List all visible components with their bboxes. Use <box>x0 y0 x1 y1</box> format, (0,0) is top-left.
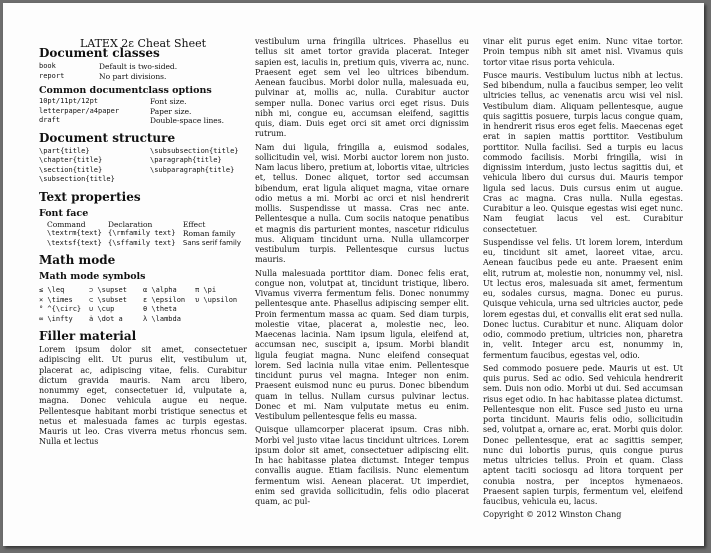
symbol: ⊂ \subset <box>89 295 127 304</box>
subsection-heading: Font face <box>39 207 89 219</box>
document-page <box>3 3 704 546</box>
body-paragraph: Quisque ullamcorper placerat ipsum. Cras nibh. Morbi vel justo vitae lacus tincidunt ultrices. Lorem ipsum dolor sit amet, consectetuer adipiscing elit. In hac habitasse platea dictumst. Integer tempus convallis augue. Etiam facilisis. Nunc elementum fermentum wisi. Aenean placerat. Ut imperdiet, enim sed gravida sollicitudin, felis odio placerat quam, ac pul- <box>255 425 469 506</box>
desc: Paper size. <box>150 106 192 116</box>
desc: Font size. <box>150 97 187 106</box>
body-paragraph: Nam dui ligula, fringilla a, euismod sodales, sollicitudin vel, wisi. Morbi auctor lorem non justo. Nam lacus libero, pretium at, lobortis vitae, ultricies et, tellus. Donec aliquet, tortor sed accumsan bibendum, erat ligula aliquet magna, vitae ornare odio metus a mi. Morbi ac orci et nisl hendrerit mollis. Suspendisse ut massa. Cras nec ante. Pellentesque a nulla. Cum sociis natoque penatibus et magnis dis parturient montes, nascetur ridiculus mus. Aliquam tincidunt urna. Nulla ullamcorper vestibulum turpis. Pellentesque cursus luctus mauris. <box>255 142 469 265</box>
code: {\sffamily text} <box>107 238 176 247</box>
font-face-table <box>39 220 247 249</box>
section-heading: Filler material <box>39 329 137 343</box>
code <box>150 175 245 185</box>
symbol: ≤ \leq <box>39 286 65 294</box>
symbol: α \alpha <box>143 286 177 294</box>
code: \paragraph{title} <box>150 156 222 164</box>
page-title: LATEX 2ε Cheat Sheet <box>79 37 207 50</box>
symbol: ⊃ \supset <box>89 286 127 294</box>
symbol: λ \lambda <box>143 314 181 323</box>
col-header: Declaration <box>107 219 153 229</box>
symbol: υ \upsilon <box>195 295 238 304</box>
body-paragraph: vestibulum urna fringilla ultrices. Phasellus eu tellus sit amet tortor gravida placerat. Integer sapien est, iaculis in, pretium quis, viverra ac, nunc. Praesent eget sem vel leo ultrices bibendum. Aenean faucibus. Morbi dolor nulla, malesuada eu, pulvinar at, mollis ac, nulla. Curabitur auctor semper nulla. Donec varius orci eget risus. Duis nibh mi, congue eu, accumsan eleifend, sagittis quis, diam. Duis eget orci sit amet orci dignissim rutrum. <box>255 37 469 139</box>
body-paragraph: Fusce mauris. Vestibulum luctus nibh at lectus. Sed bibendum, nulla a faucibus semper, leo velit ultricies tellus, ac venenatis arcu wisi vel nisl. Vestibulum diam. Aliquam pellentesque, augue quis sagittis posuere, turpis lacus congue quam, in hendrerit risus eros eget felis. Maecenas eget erat in sapien mattis porttitor. Vestibulum porttitor. Nulla facilisi. Sed a turpis eu lacus commodo facilisis. Morbi fringilla, wisi in dignissim interdum, justo lectus sagittis dui, et vehicula libero dui cursus dui. Mauris tempor ligula sed lacus. Duis cursus enim ut augue. Cras ac magna. Cras nulla. Nulla egestas. Curabitur a leo. Quisque egestas wisi eget nunc. Nam feugiat lacus vel est. Curabitur consectetuer. <box>483 70 683 234</box>
desc: Double-space lines. <box>150 116 224 125</box>
symbol: ∞ \infty <box>39 314 73 323</box>
symbol: ȧ \dot a <box>89 314 123 323</box>
doc-classes-table <box>39 62 183 81</box>
body-paragraph: Suspendisse vel felis. Ut lorem lorem, interdum eu, tincidunt sit amet, laoreet vitae, arcu. Aenean faucibus pede eu ante. Praesent enim elit, rutrum at, molestie non, nonummy vel, nisl. Ut lectus eros, malesuada sit amet, fermentum eu, sodales cursus, magna. Donec eu purus. Quisque vehicula, urna sed ultricies auctor, pede lorem egestas dui, et convallis elit erat sed nulla. Donec luctus. Curabitur et nunc. Aliquam dolor odio, commodo pretium, ultricies non, pharetra in, velit. Integer arcu est, nonummy in, fermentum faucibus, egestas vel, odio. <box>483 237 683 360</box>
code: {\rmfamily text} <box>107 229 176 237</box>
code: 10pt/11pt/12pt <box>39 97 99 105</box>
section-heading: Math mode <box>39 253 116 267</box>
desc: Default is two-sided. <box>99 62 178 71</box>
math-symbols-table <box>39 286 241 324</box>
code: \subsection{title} <box>39 175 115 183</box>
code: book <box>39 62 56 70</box>
column-3 <box>483 37 683 524</box>
effect: Roman family <box>182 229 236 238</box>
section-heading: Document classes <box>39 46 160 60</box>
code: \textrm{text} <box>47 229 102 237</box>
symbol: ∪ \cup <box>89 305 115 313</box>
body-paragraph: Sed commodo posuere pede. Mauris ut est. Ut quis purus. Sed ac odio. Sed vehicula hendrerit sem. Duis non odio. Morbi ut dui. Sed accumsan risus eget odio. In hac habitasse platea dictumst. Pellentesque non elit. Fusce sed justo eu urna porta tincidunt. Mauris felis odio, sollicitudin sed, volutpat a, ornare ac, erat. Morbi quis dolor. Donec pellentesque, erat ac sagittis semper, nunc dui lobortis purus, quis congue purus metus ultricies tellus. Proin et quam. Class aptent taciti sociosqu ad litora torquent per conubia nostra, per inceptos hymenaeos. Praesent sapien turpis, fermentum vel, eleifend faucibus, vehicula eu, lacus. <box>483 363 683 506</box>
section-heading: Document structure <box>39 130 176 145</box>
copyright-notice: Copyright © 2012 Winston Chang <box>483 510 622 520</box>
effect: Sans serif family <box>182 238 241 247</box>
code: \textsf{text} <box>47 238 102 247</box>
col-header: Effect <box>182 219 206 229</box>
symbol <box>195 305 241 315</box>
class-options-table <box>39 97 230 126</box>
code: \part{title} <box>39 146 90 155</box>
filler-paragraph: Lorem ipsum dolor sit amet, consectetuer adipiscing elit. Ut purus elit, vestibulum ut, placerat ac, adipiscing vitae, felis. Curabitur dictum gravida mauris. Nam arcu libero, nonummy eget, consectetuer id, vulputate a, magna. Donec vehicula augue eu neque. Pellentesque habitant morbi tristique senectus et netus et malesuada fames ac turpis egestas. Mauris ut leo. Cras viverra metus rhoncus sem. Nulla et lectus <box>39 345 247 447</box>
code: \subparagraph{title} <box>150 165 235 174</box>
structure-table <box>39 147 245 185</box>
subsection-heading: Common documentclass options <box>39 85 212 96</box>
body-paragraph: vinar elit purus eget enim. Nunc vitae tortor. Proin tempus nibh sit amet nisl. Vivamus quis tortor vitae risus porta vehicula. <box>483 37 683 67</box>
section-heading: Text properties <box>39 189 141 204</box>
desc: No part divisions. <box>99 71 167 81</box>
symbol: × \times <box>39 295 73 304</box>
subsection-heading: Math mode symbols <box>39 271 146 282</box>
column-2 <box>255 37 469 510</box>
code: \section{title} <box>39 165 103 174</box>
code: \chapter{title} <box>39 156 103 164</box>
symbol: ° ^{\circ} <box>39 305 82 313</box>
symbol: ε \epsilon <box>143 295 186 304</box>
col-header: Command <box>47 219 86 229</box>
symbol: θ \theta <box>143 305 177 313</box>
symbol <box>195 315 241 325</box>
body-paragraph: Nulla malesuada porttitor diam. Donec felis erat, congue non, volutpat at, tincidunt tristique, libero. Vivamus viverra fermentum felis. Donec nonummy pellentesque ante. Phasellus adipiscing semper elit. Proin fermentum massa ac quam. Sed diam turpis, molestie vitae, placerat a, molestie nec, leo. Maecenas lacinia. Nam ipsum ligula, eleifend at, accumsan nec, suscipit a, ipsum. Morbi blandit ligula feugiat magna. Nunc eleifend consequat lorem. Sed lacinia nulla vitae enim. Pellentesque tincidunt purus vel magna. Integer non enim. Praesent euismod nunc eu purus. Donec bibendum quam in tellus. Nullam cursus pulvinar lectus. Donec et mi. Nam vulputate metus eu enim. Vestibulum pellentesque felis eu massa. <box>255 268 469 421</box>
code: \subsubsection{title} <box>150 146 239 155</box>
symbol: π \pi <box>195 286 217 294</box>
code: draft <box>39 116 61 124</box>
code: letterpaper/a4paper <box>39 106 120 115</box>
code: report <box>39 71 65 80</box>
column-1 <box>39 41 247 451</box>
